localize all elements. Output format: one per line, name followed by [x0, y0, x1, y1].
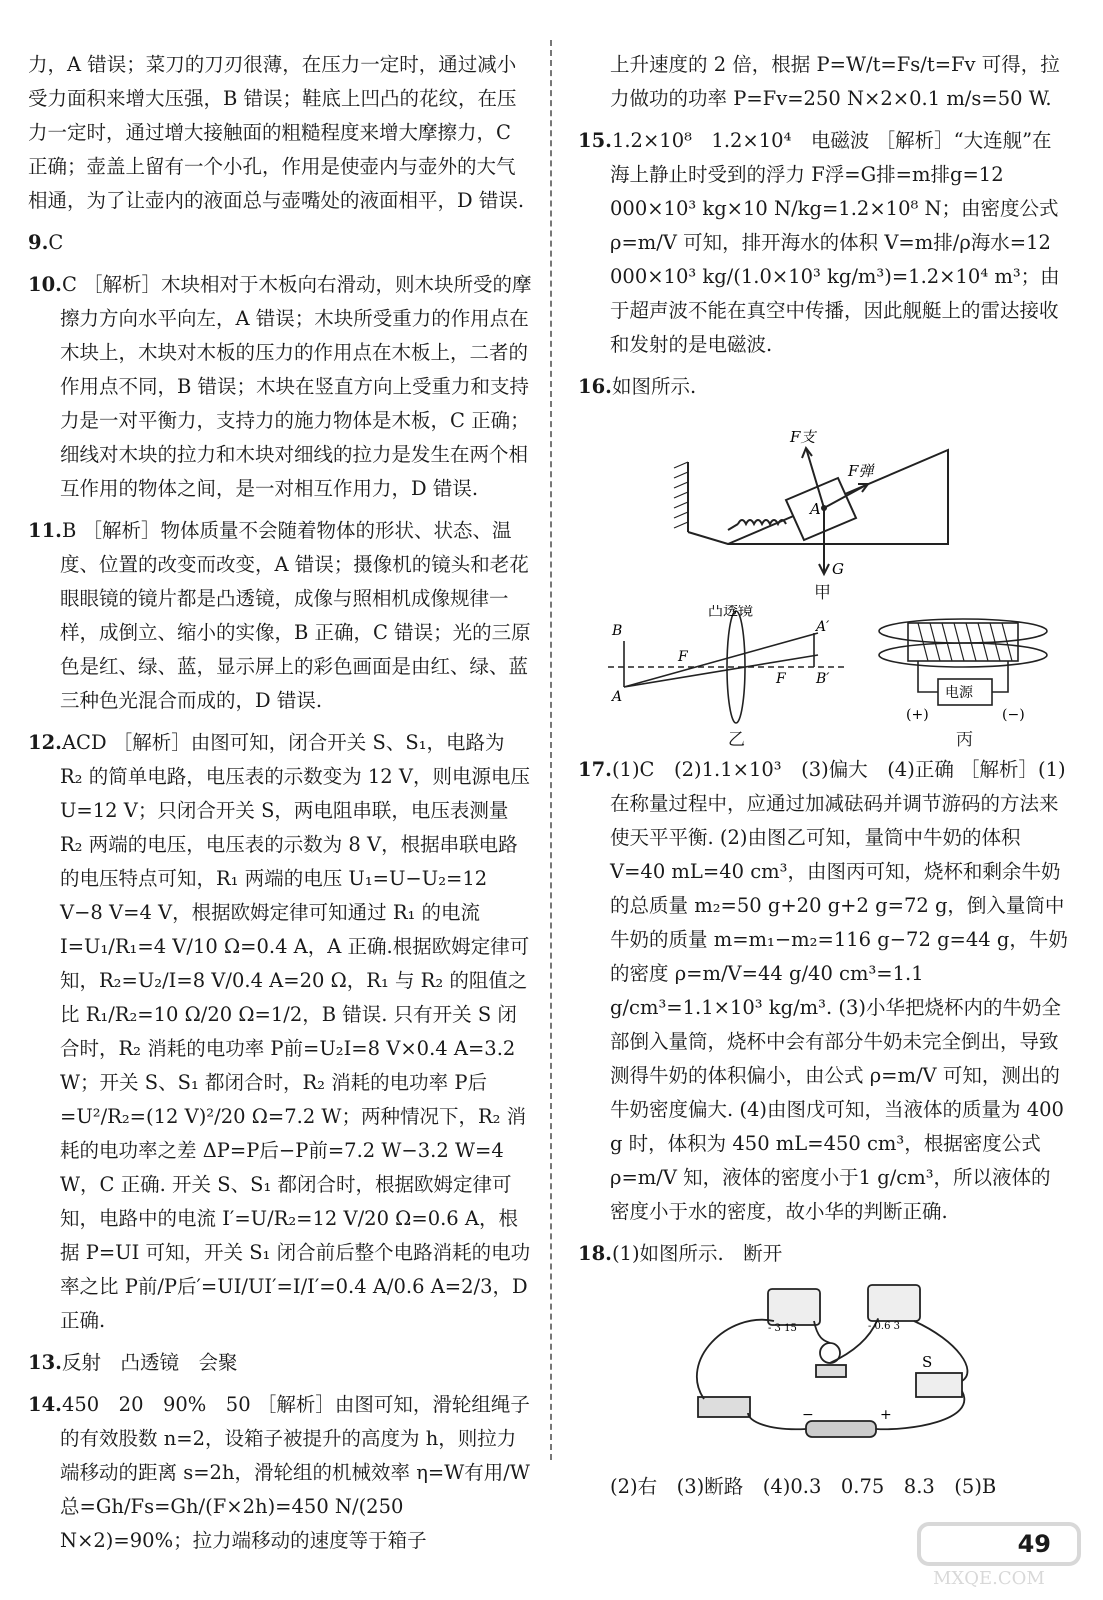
label-f2: F — [776, 671, 786, 687]
page-number: 49 — [1017, 1530, 1051, 1558]
answer-11: 11.B ［解析］物体质量不会随着物体的形状、状态、温度、位置的改变而改变，A 错误；摄像机的镜头和老花眼眼镜的镜片都是凸透镜，成像与照相机成像规律一样，成倒立、缩小的实像，B 正确，C 错误；光的三原色是红、绿、蓝，显示屏上的彩色画面是由红、绿、蓝三种色光混合而成的，D 错误. — [28, 519, 531, 712]
column-divider — [550, 40, 552, 1460]
answer-9: 9.C — [28, 231, 64, 254]
block — [786, 478, 856, 540]
battery — [806, 1421, 876, 1437]
label-switch: S — [922, 1353, 933, 1371]
label-battery-plus: + — [880, 1407, 892, 1423]
label-b-prime: B′ — [816, 671, 830, 687]
figure-jia — [578, 414, 1070, 603]
answer-8-continued: 力，A 错误；菜刀的刀刃很薄，在压力一定时，通过减小受力面积来增大压强，B 错误；鞋底上凹凸的花纹，在压力一定时，通过增大接触面的粗糙程度来增大摩擦力，C 正确；壶盖上留有一个小孔，作用是使壶内与壶外的大气相通，为了让壶内的液面总与壶嘴处的液面相平，D 错误. — [28, 53, 525, 212]
ammeter-terminals: - 0.6 3 — [868, 1321, 901, 1332]
circuit-diagram — [578, 1281, 1070, 1451]
answer-12: 12.ACD ［解析］由图可知，闭合开关 S、S₁，电路为 R₂ 的简单电路，电压表的示数变为 12 V，则电源电压 U=12 V；只闭合开关 S，两电阻串联，电压表测量 R₂ 两端的电压，电压表的示数为 8 V，根据串联电路的电压特点可知，R₁ 两端的电压 U₁=U−U₂=12 V−8 V=4 V，根据欧姆定律可知通过 R₁ 的电流 I=U₁/R₁=4 V/10 Ω=0.4 A，A 正确.根据欧姆定律可知，R₂=U₂/I=8 V/0.4 A=20 Ω，R₁ 与 R₂ 的阻值之比 R₁/R₂=10 Ω/20 Ω=1/2，B 错误. 只有开关 S 闭合时，R₂ 消耗的电功率 P前=U₂I=8 V×0.4 A=3.2 W；开关 S、S₁ 都闭合时，R₂ 消耗的电功率 P后=U²/R₂=(12 V)²/20 Ω=7.2 W；两种情况下，R₂ 消耗的电功率之差 ΔP=P后−P前=7.2 W−3.2 W=4 W，C 正确. 开关 S、S₁ 都闭合时，根据欧姆定律可知，电路中的电流 I′=U/R₂=12 V/20 Ω=0.6 A，根据 P=UI 可知，开关 S₁ 闭合前后整个电路消耗的电功率之比 P前/P后′=UI/UI′=I/I′=0.4 A/0.6 A=2/3，D 正确. — [28, 731, 531, 1332]
label-a: A — [810, 500, 821, 518]
label-a: A — [612, 689, 623, 705]
caption-jia: 甲 — [814, 583, 831, 603]
label-a-prime: A′ — [816, 619, 830, 635]
answer-18-rest: (2)右 (3)断路 (4)0.3 0.75 8.3 (5)B — [610, 1475, 997, 1498]
answer-15: 15.1.2×10⁸ 1.2×10⁴ 电磁波 ［解析］“大连舰”在海上静止时受到的浮力 F浮=G排=m排g=12 000×10³ kg×10 N/kg=1.2×10⁸ N；由密度公式 ρ=m/V 可知，排开海水的体积 V=m排/ρ海水=12 000×10³ kg/(1.0×10³ kg/m³)=1.2×10⁴ m³；由于超声波不能在真空中传播，因此舰艇上的雷达接收和发射的是电磁波. — [578, 129, 1060, 356]
spring — [738, 520, 786, 524]
label-plus: (+) — [906, 707, 929, 723]
voltmeter-terminals: - 3 15 — [768, 1323, 797, 1334]
caption-yi: 乙 — [728, 730, 745, 750]
label-f1: F — [678, 649, 688, 665]
answer-17: 17.(1)C (2)1.1×10³ (3)偏大 (4)正确 ［解析］(1)在称量过程中，应通过加减砝码并调节游码的方法来使天平平衡. (2)由图乙可知，量筒中牛奶的体积 V=40 mL=40 cm³，由图丙可知，烧杯和剩余牛奶的总质量 m₂=50 g+20 g+2 g=72 g，倒入量筒中牛奶的质量 m=m₁−m₂=116 g−72 g=44 g，牛奶的密度 ρ=m/V=44 g/40 cm³=1.1 g/cm³=1.1×10³ kg/m³. (3)小华把烧杯内的牛奶全部倒入量筒，烧杯中会有部分牛奶未完全倒出，导致测得牛奶的体积偏小，由公式 ρ=m/V 可知，测出的牛奶密度偏大. (4)由图戊可知，当液体的质量为 400 g 时，体积为 450 mL=450 cm³，根据密度公式 ρ=m/V 知，液体的密度小于1 g/cm³，所以液体的密度小于水的密度，故小华的判断正确. — [578, 758, 1068, 1223]
voltmeter — [768, 1289, 820, 1325]
svg-text:MXQE.COM: MXQE.COM — [933, 1568, 1045, 1589]
incline-diagram — [578, 414, 1070, 584]
lens-and-coil-diagram — [578, 605, 1070, 725]
label-g: G — [832, 560, 844, 578]
label-minus: (−) — [1002, 707, 1025, 723]
label-battery-minus: − — [802, 1407, 814, 1423]
figure-circuit — [578, 1281, 1070, 1462]
answer-13: 13.反射 凸透镜 会聚 — [28, 1351, 238, 1374]
answer-18: 18.(1)如图所示. 断开 — [578, 1242, 783, 1265]
answer-14-continued: 上升速度的 2 倍，根据 P=W/t=Fs/t=Fv 可得，拉力做功的功率 P=Fv=250 N×2×0.1 m/s=50 W. — [610, 53, 1060, 110]
watermark-logo — [915, 1518, 1085, 1590]
answer-14: 14.450 20 90% 50 ［解析］由图可知，滑轮组绳子的有效股数 n=2，设箱子被提升的高度为 h，则拉力端移动的距离 s=2h，滑轮组的机械效率 η=W有用/W总=Gh/Fs=Gh/(F×2h)=450 N/(250 N×2)=90%；拉力端移动的速度等于箱子 — [28, 1393, 530, 1552]
figure-yi-bing — [578, 605, 1070, 750]
label-lens: 凸透镜 — [708, 605, 754, 619]
label-source: 电源 — [945, 685, 973, 701]
ammeter — [868, 1285, 920, 1321]
left-column — [28, 48, 533, 1566]
label-support: F支 — [790, 428, 816, 446]
switch — [916, 1373, 962, 1397]
answer-10: 10.C ［解析］木块相对于木板向右滑动，则木块所受的摩擦力方向水平向左，A 错误；木块所受重力的作用点在木块上，木块对木板的压力的作用点在木板上，二者的作用点不同，B 错误；木块在竖直方向上受重力和支持力是一对平衡力，支持力的施力物体是木板，C 正确；细线对木块的拉力和木块对细线的拉力是发生在两个相互作用的物体之间，是一对相互作用力，D 错误. — [28, 273, 532, 500]
answer-16: 16.如图所示. — [578, 375, 697, 398]
caption-bing: 丙 — [956, 730, 973, 750]
label-spring: F弹 — [848, 462, 874, 480]
rheostat — [698, 1397, 750, 1417]
right-column — [578, 48, 1070, 1512]
label-b: B — [612, 623, 623, 639]
